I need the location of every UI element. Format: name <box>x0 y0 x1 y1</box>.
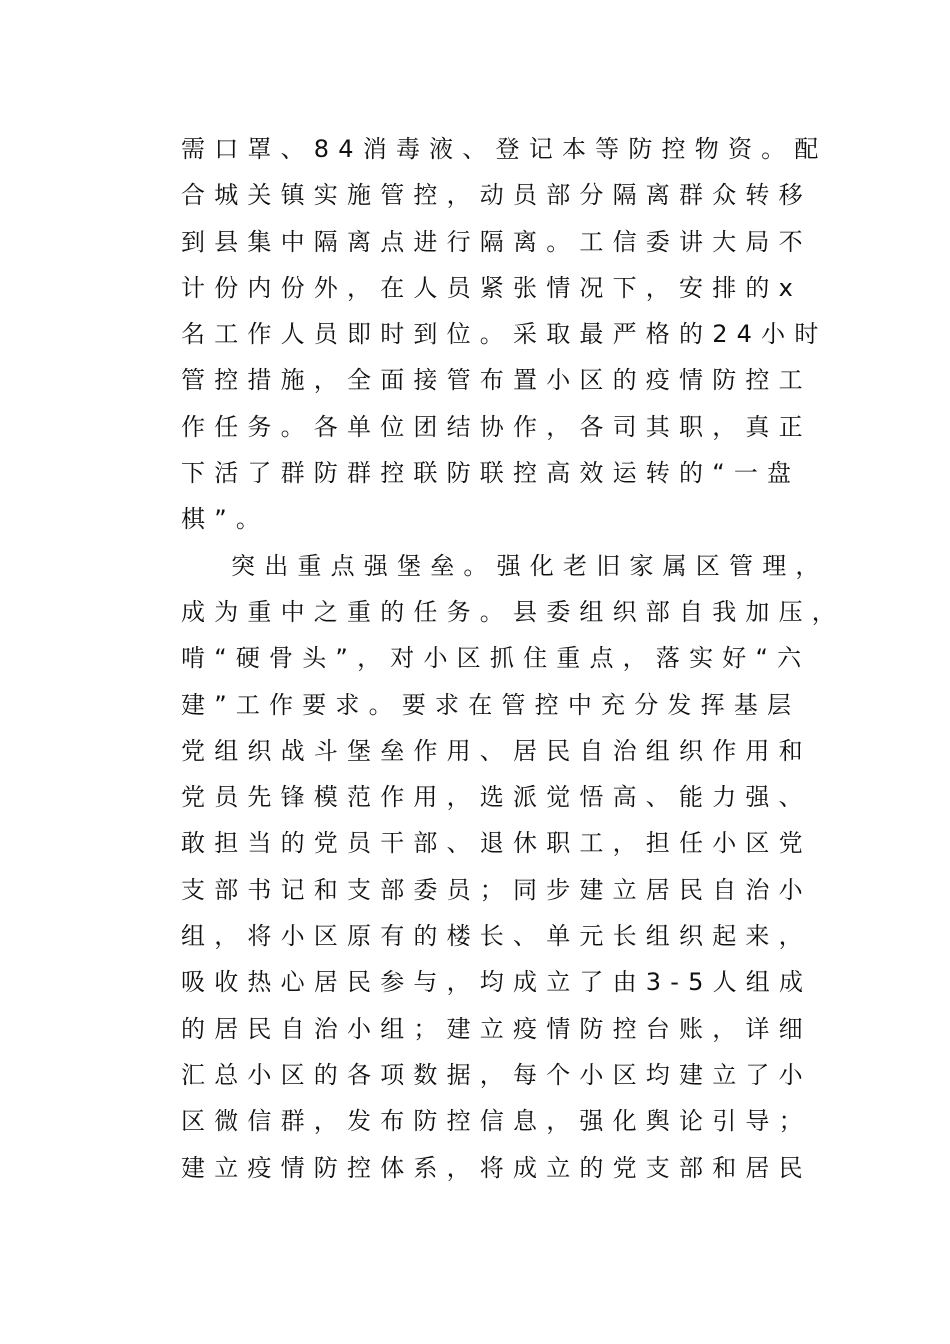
text-line: 汇总小区的各项数据，每个小区均建立了小 <box>181 1060 812 1089</box>
text-line: 的居民自治小组；建立疫情防控台账，详细 <box>181 1014 812 1043</box>
text-line: 敢担当的党员干部、退休职工，担任小区党 <box>181 829 812 858</box>
text-line: 下活了群防群控联防联控高效运转的“一盘 <box>181 459 801 488</box>
text-line: 需口罩、84消毒液、登记本等防控物资。配 <box>181 135 828 163</box>
text-line: 建”工作要求。要求在管控中充分发挥基层 <box>181 690 801 719</box>
text-line: 吸收热心居民参与，均成立了由3-5人组成 <box>181 968 813 997</box>
text-line: 组，将小区原有的楼长、单元长组织起来， <box>181 922 812 951</box>
text-line: 支部书记和支部委员；同步建立居民自治小 <box>181 875 812 904</box>
text-line: 啃“硬骨头”，对小区抓住重点，落实好“六 <box>181 644 811 673</box>
body-text <box>181 126 881 1191</box>
paragraph-start-line: 突出重点强堡垒。强化老旧家属区管理， <box>231 551 829 580</box>
text-line: 管控措施，全面接管布置小区的疫情防控工 <box>181 366 812 395</box>
text-line: 党员先锋模范作用，选派觉悟高、能力强、 <box>181 783 812 812</box>
text-line: 区微信群，发布防控信息，强化舆论引导； <box>181 1107 812 1136</box>
text-line: 计份内份外，在人员紧张情况下，安排的x <box>181 273 803 302</box>
text-line: 建立疫情防控体系，将成立的党支部和居民 <box>181 1153 812 1182</box>
text-line: 到县集中隔离点进行隔离。工信委讲大局不 <box>181 227 812 256</box>
text-line: 作任务。各单位团结协作，各司其职，真正 <box>181 412 812 441</box>
text-line: 成为重中之重的任务。县委组织部自我加压， <box>181 597 845 626</box>
text-line: 名工作人员即时到位。采取最严格的24小时 <box>181 320 828 349</box>
text-line: 党组织战斗堡垒作用、居民自治组织作用和 <box>181 736 812 765</box>
text-line: 棋”。 <box>181 505 270 534</box>
text-line: 合城关镇实施管控，动员部分隔离群众转移 <box>181 181 812 210</box>
